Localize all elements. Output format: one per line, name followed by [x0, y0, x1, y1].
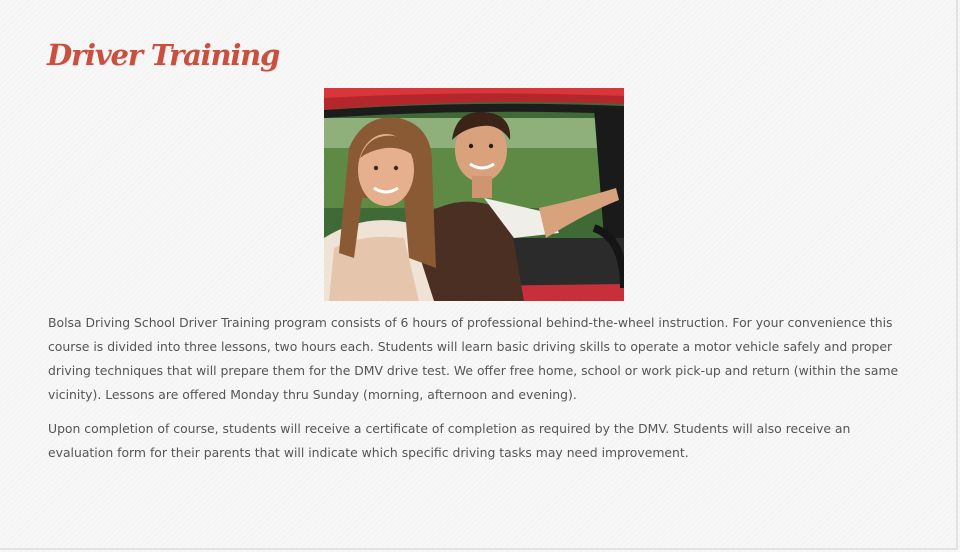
page-title: Driver Training: [47, 38, 280, 72]
driver-training-photo: [324, 88, 624, 301]
completion-paragraph: Upon completion of course, students will receive a certificate of completion as required by the DMV. Students will also receive an evaluation form for their parents that will indicate which specific driving tasks may need improvement.: [48, 421, 851, 460]
body-text: [48, 311, 914, 475]
intro-paragraph: Bolsa Driving School Driver Training program consists of 6 hours of professional behind-the-wheel instruction. For your convenience this course is divided into three lessons, two hours each. Students will learn basic driving skills to operate a motor vehicle safely and proper driving techniques that will prepare them for the DMV drive test. We offer free home, school or work pick-up and return (within the same vicinity). Lessons are offered Monday thru Sunday (morning, afternoon and evening).: [48, 315, 899, 402]
photo-couple-in-car-icon: [324, 88, 624, 301]
